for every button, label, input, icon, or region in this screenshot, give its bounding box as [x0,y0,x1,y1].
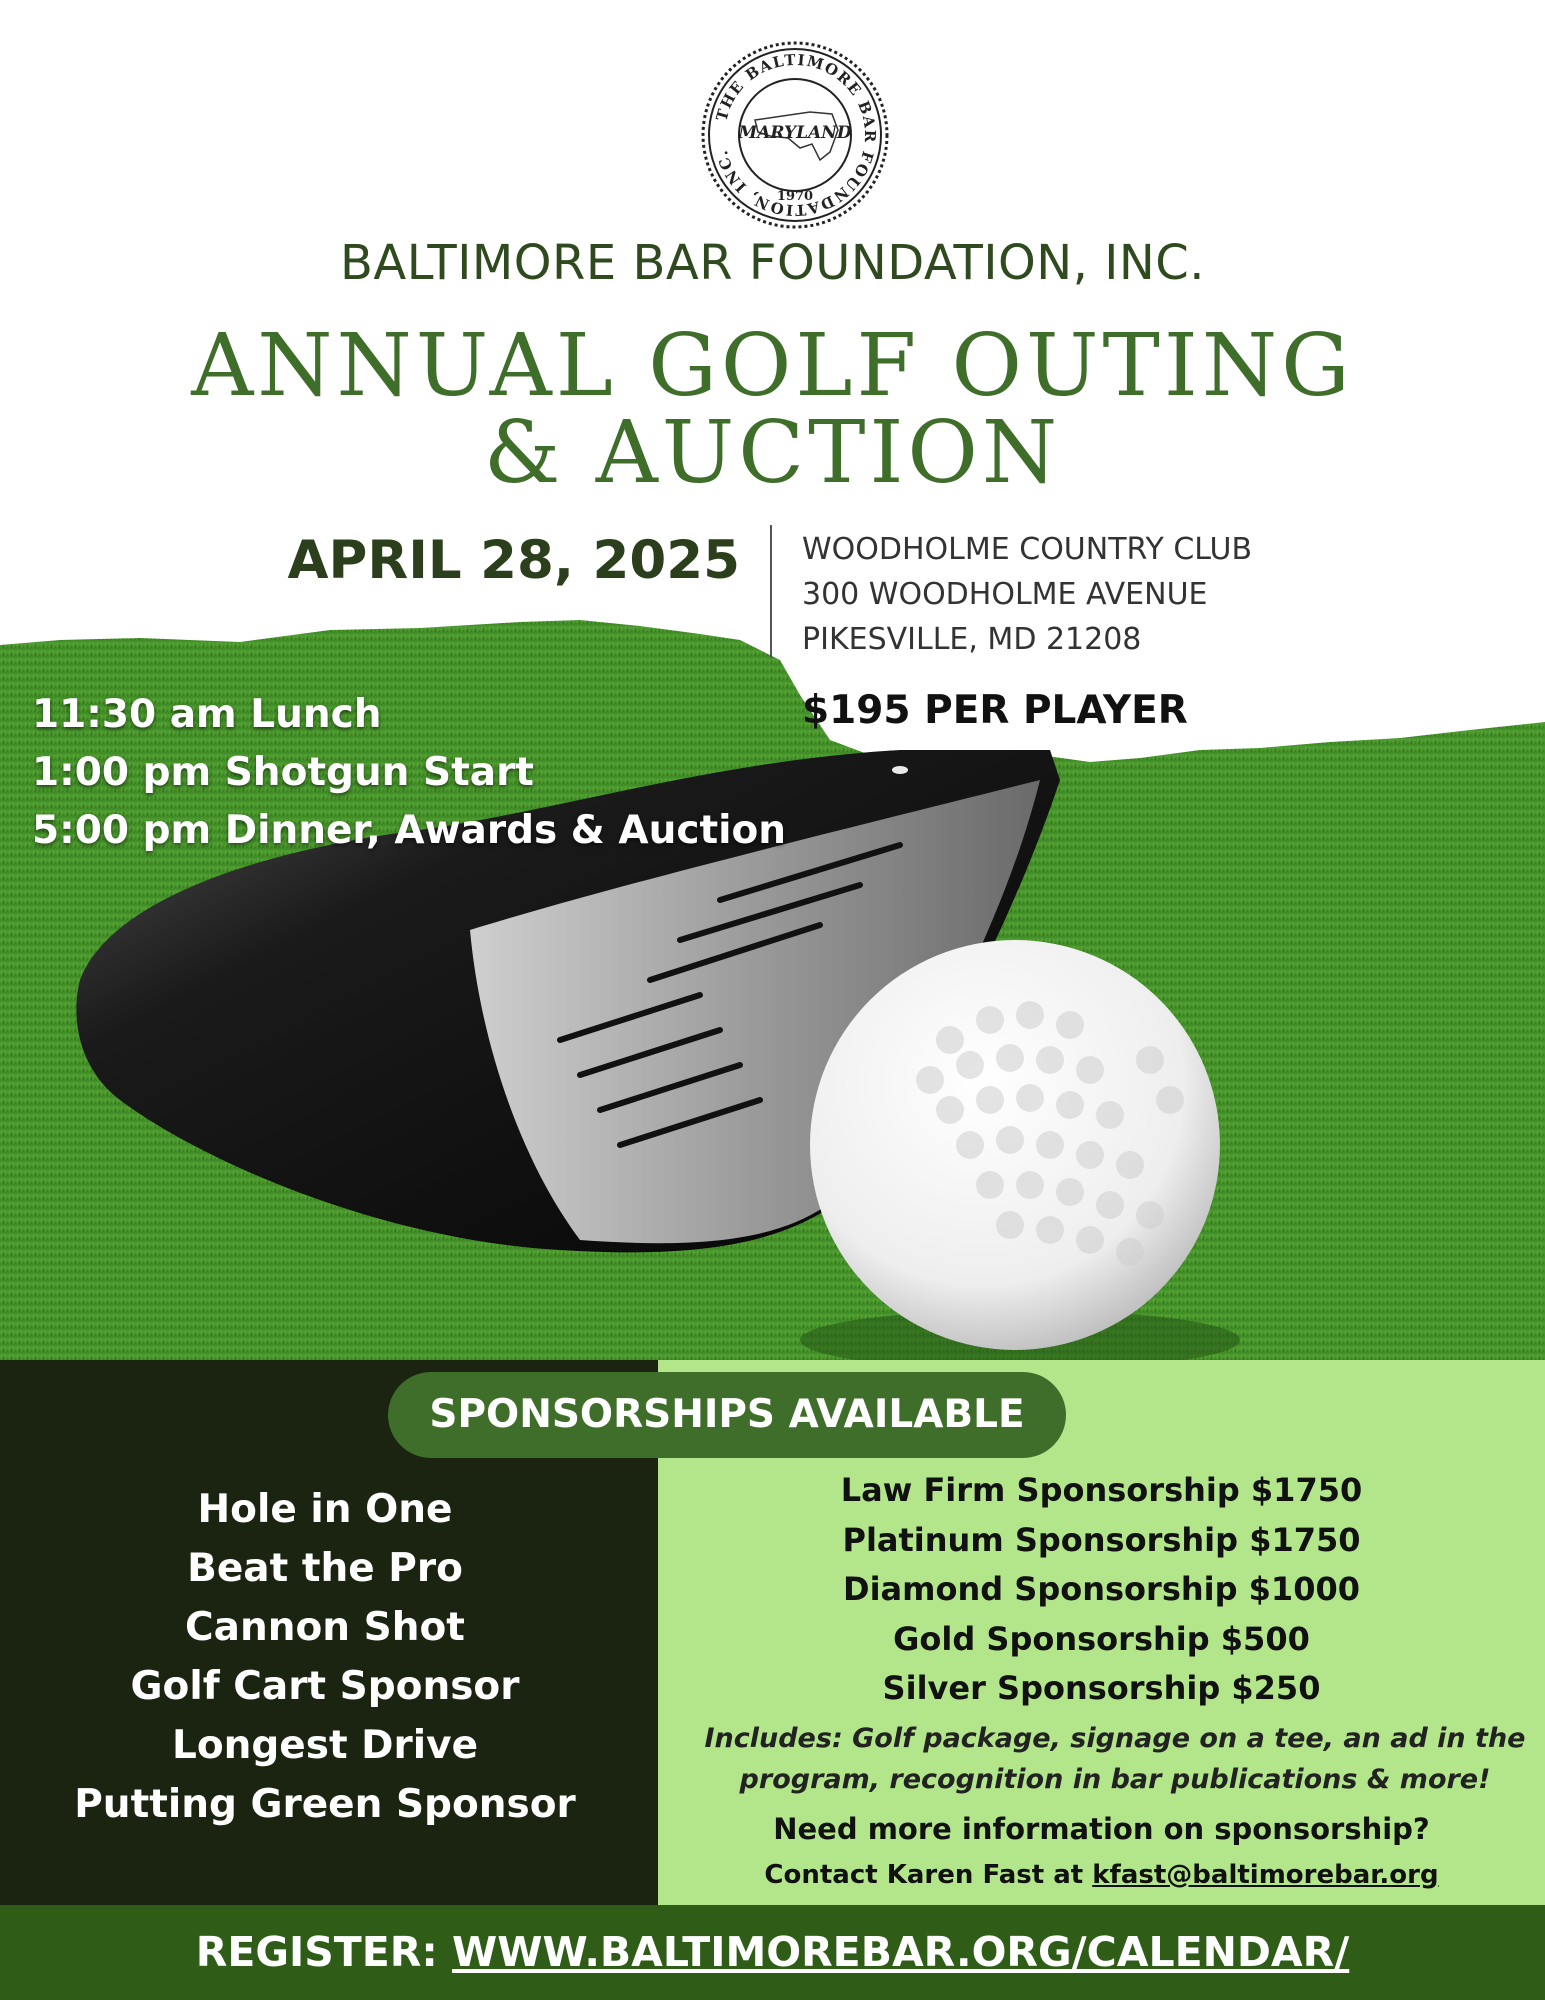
venue-street: 300 WOODHOLME AVENUE [802,577,1208,612]
need-info-text: Need more information on sponsorship? [773,1812,1430,1846]
contest-sponsor-list [0,1480,650,1834]
seal-year: 1970 [776,189,814,204]
seal-center-text: MARYLAND [738,123,852,143]
event-date: APRIL 28, 2025 [287,530,740,591]
sponsorships-heading: SPONSORSHIPS AVAILABLE [388,1372,1066,1458]
list-item: Diamond Sponsorship $1000 [843,1570,1360,1608]
foundation-seal-logo [700,40,890,230]
list-item: Longest Drive [171,1723,479,1768]
list-item: Beat the Pro [187,1546,463,1591]
venue-name: WOODHOLME COUNTRY CLUB [802,532,1253,567]
schedule-item: 1:00 pm Shotgun Start [32,750,534,795]
schedule-item: 11:30 am Lunch [32,692,382,737]
contact-prefix: Contact Karen Fast at [764,1860,1084,1890]
seal-ring-text: THE BALTIMORE BAR FOUNDATION, INC. [712,50,880,220]
contact-line [658,1860,1545,1890]
event-title-line2: & AUCTION [483,403,1062,503]
event-title-line1: ANNUAL GOLF OUTING [191,316,1354,416]
venue-city: PIKESVILLE, MD 21208 [802,622,1142,657]
list-item: Platinum Sponsorship $1750 [842,1520,1361,1559]
list-item: Golf Cart Sponsor [130,1664,520,1709]
sponsorship-tier-list [658,1466,1545,1714]
player-price: $195 PER PLAYER [802,688,1188,733]
list-item: Putting Green Sponsor [74,1782,576,1827]
contact-email-link[interactable]: kfast@baltimorebar.org [1092,1860,1439,1890]
venue-address [802,527,1252,662]
includes-line: Includes: Golf package, signage on a tee, an ad in the [704,1723,1526,1754]
organization-name: BALTIMORE BAR FOUNDATION, INC. [339,235,1206,291]
list-item: Hole in One [197,1487,453,1532]
list-item: Silver Sponsorship $250 [882,1669,1321,1707]
register-line [0,1905,1545,2000]
list-item: Law Firm Sponsorship $1750 [840,1471,1363,1509]
list-item: Gold Sponsorship $500 [893,1619,1310,1658]
register-label: REGISTER: [195,1928,438,1976]
header-divider [770,525,772,658]
schedule-item: 5:00 pm Dinner, Awards & Auction [32,808,787,853]
event-schedule [32,686,786,860]
includes-line: program, recognition in bar publications & more! [739,1764,1491,1795]
sponsorship-includes [700,1718,1530,1800]
list-item: Cannon Shot [185,1605,465,1650]
register-url-link[interactable]: WWW.BALTIMOREBAR.ORG/CALENDAR/ [452,1928,1350,1976]
